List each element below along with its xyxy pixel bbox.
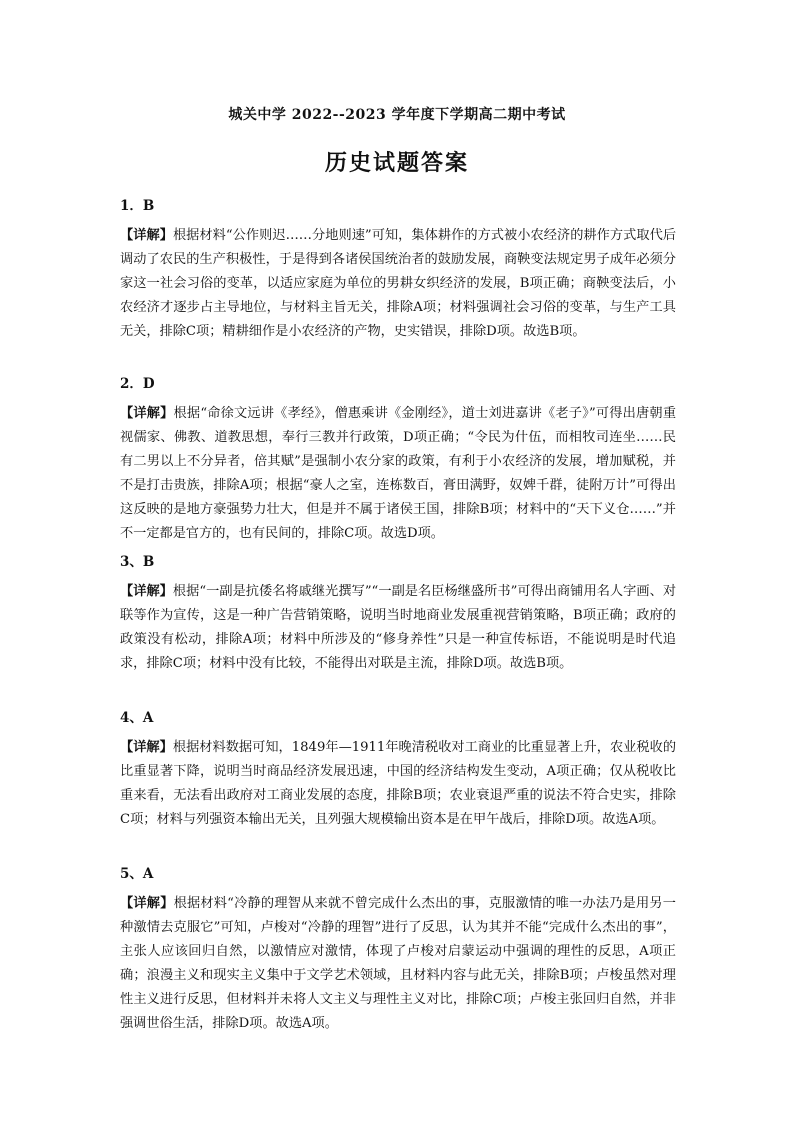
- explanation-tag: 【详解】: [120, 740, 173, 755]
- answer-explanation: [120, 736, 676, 832]
- question-number: 1．B: [120, 198, 155, 214]
- question-number: 3、B: [120, 554, 155, 570]
- explanation-text: 根据材料“公作则迟……分地则速”可知，集体耕作的方式被小农经济的耕作方式取代后调动了农民的生产积极性，于是得到各诸侯国统治者的鼓励发展，商鞅变法规定男子成年必须分家这一社会习俗的变革，以适应家庭为单位的男耕女织经济的发展，B项正确；商鞅变法后，小农经济才逐步占主导地位，与材料主旨无关，排除A项；材料强调社会习俗的变革，与生产工具无关，排除C项；精耕细作是小农经济的产物，史实错误，排除D项。故选B项。: [120, 228, 677, 339]
- answer-explanation: [120, 892, 676, 1036]
- explanation-text: 根据材料“冷静的理智从来就不曾完成什么杰出的事，克服激情的唯一办法乃是用另一种激情去克服它”可知，卢梭对“冷静的理智”进行了反思，认为其并不能“完成什么杰出的事”，主张人应该回归自然，以激情应对激情，体现了卢梭对启蒙运动中强调的理性的反思，A项正确；浪漫主义和现实主义集中于文学艺术领域，且材料内容与此无关，排除B项；卢梭虽然对理性主义进行反思，但材料并未将人文主义与理性主义对比，排除C项；卢梭主张回归自然，并非强调世俗生活，排除D项。故选A项。: [120, 896, 676, 1031]
- answer-explanation: [120, 224, 676, 344]
- question-number: 4、A: [120, 710, 154, 726]
- explanation-tag: 【详解】: [120, 406, 174, 421]
- explanation-tag: 【详解】: [120, 228, 173, 243]
- explanation-text: 根据“命徐文远讲《孝经》，僧惠乘讲《金刚经》，道士刘进嘉讲《老子》”可得出唐朝重视儒家、佛教、道教思想，奉行三教并行政策，D项正确；“令民为什伍，而相牧司连坐……民有二男以上不分异者，倍其赋”是强制小农分家的政策，有利于小农经济的发展，增加赋税，并不是打击贵族，排除A项；根据“豪人之室，连栋数百，膏田满野，奴婢千群，徒附万计”可得出这反映的是地方豪强势力壮大，但是并不属于诸侯王国，排除B项；材料中的“天下义仓……”并不一定都是官方的，也有民间的，排除C项。故选D项。: [120, 406, 677, 541]
- question-number: 2．D: [120, 376, 155, 392]
- explanation-text: 根据“一副是抗倭名将戚继光撰写”“一副是名臣杨继盛所书”可得出商铺用名人字画、对联等作为宣传，这是一种广告营销策略，说明当时地商业发展重视营销策略，B项正确；政府的政策没有松动，排除A项；材料中所涉及的“修身养性”只是一种宣传标语，不能说明是时代追求，排除C项；材料中没有比较，不能得出对联是主流，排除D项。故选B项。: [120, 584, 677, 671]
- answer-explanation: [120, 402, 676, 546]
- question-number: 5、A: [120, 866, 154, 882]
- exam-title: 城关中学 2022--2023 学年度下学期高二期中考试: [228, 107, 566, 123]
- explanation-tag: 【详解】: [120, 584, 173, 599]
- explanation-text: 根据材料数据可知，1849年—1911年晚清税收对工商业的比重显著上升，农业税收的比重显著下降，说明当时商品经济发展迅速，中国的经济结构发生变动，A项正确；仅从税收比重来看，无法看出政府对工商业发展的态度，排除B项；农业衰退严重的说法不符合史实，排除C项；材料与列强资本输出无关，且列强大规模输出资本是在甲午战后，排除D项。故选A项。: [120, 740, 677, 827]
- document-title: 历史试题答案: [324, 150, 469, 176]
- explanation-tag: 【详解】: [120, 896, 174, 911]
- answer-explanation: [120, 580, 676, 676]
